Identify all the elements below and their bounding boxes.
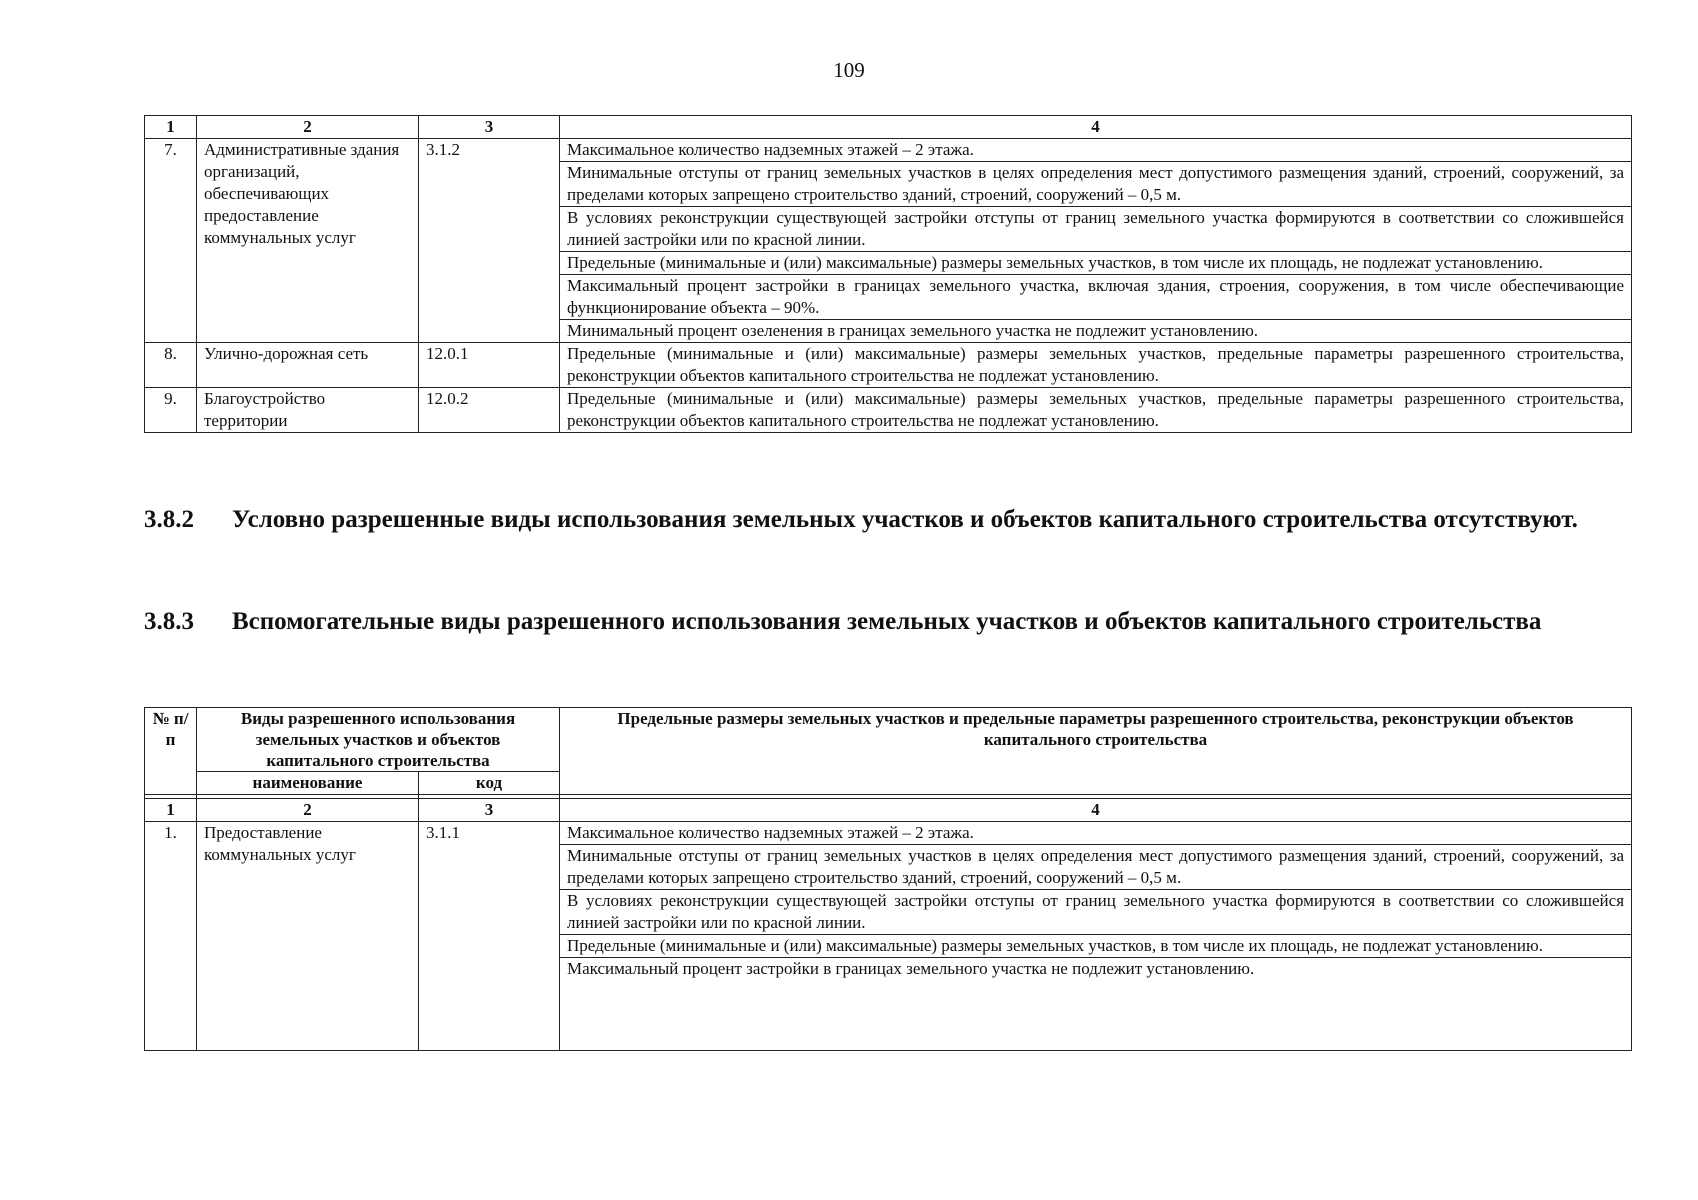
table-row [145, 343, 1632, 388]
column-number: 4 [560, 116, 1632, 139]
column-number: 3 [419, 799, 560, 822]
column-number-row [145, 799, 1632, 822]
header-number: № п/п [145, 708, 197, 795]
section-title: Вспомогательные виды разрешенного использования земельных участков и объектов капитального строительства [232, 608, 1542, 635]
section-title: Условно разрешенные виды использования земельных участков и объектов капитального строительства отсутствуют. [232, 506, 1578, 533]
use-name: Административные здания организаций, обеспечивающих предоставление коммунальных услуг [197, 139, 419, 343]
parameter-cell: Максимальное количество надземных этажей – 2 этажа. [560, 822, 1632, 845]
parameter-cell: Максимальное количество надземных этажей – 2 этажа. [560, 139, 1632, 162]
page-number: 109 [833, 58, 865, 82]
parameter-cell: Предельные (минимальные и (или) максимальные) размеры земельных участков, в том числе их площадь, не подлежат установлению. [560, 252, 1632, 275]
row-number: 9. [145, 388, 197, 433]
column-number: 2 [197, 799, 419, 822]
section-heading [144, 605, 1631, 638]
use-code: 12.0.2 [419, 388, 560, 433]
header-use-types: Виды разрешенного использования земельных участков и объектов капитального строительства [197, 708, 560, 772]
table-row [145, 388, 1632, 433]
parameter-cell: В условиях реконструкции существующей застройки отступы от границ земельного участка формируются в соответствии со сложившейся линией застройки или по красной линии. [560, 207, 1632, 252]
parameter-cell: В условиях реконструкции существующей застройки отступы от границ земельного участка формируются в соответствии со сложившейся линией застройки или по красной линии. [560, 890, 1632, 935]
parameter-cell: Максимальный процент застройки в границах земельного участка, включая здания, строения, сооружения, в том числе обеспечивающие функционирование объекта – 90%. [560, 275, 1632, 320]
parameter-cell: Предельные (минимальные и (или) максимальные) размеры земельных участков, предельные параметры разрешенного строительства, реконструкции объектов капитального строительства не подлежат установлению. [560, 343, 1632, 388]
column-number: 3 [419, 116, 560, 139]
parameter-cell: Предельные (минимальные и (или) максимальные) размеры земельных участков, предельные параметры разрешенного строительства, реконструкции объектов капитального строительства не подлежат установлению. [560, 388, 1632, 433]
use-name: Улично-дорожная сеть [197, 343, 419, 388]
table-header-row [145, 708, 1632, 772]
use-name: Благоустройство территории [197, 388, 419, 433]
use-code: 12.0.1 [419, 343, 560, 388]
auxiliary-uses-table [144, 707, 1632, 1051]
use-name: Предоставление коммунальных услуг [197, 822, 419, 1051]
header-parameters: Предельные размеры земельных участков и предельные параметры разрешенного строительства, реконструкции объектов капитального строительства [560, 708, 1632, 795]
parameter-cell: Минимальные отступы от границ земельных участков в целях определения мест допустимого размещения зданий, строений, сооружений, за пределами которых запрещено строительство зданий, строений, сооружений – 0,5 м. [560, 845, 1632, 890]
header-name: наименование [197, 772, 419, 795]
section-number: 3.8.2 [144, 506, 194, 533]
parameter-cell: Минимальный процент озеленения в границах земельного участка не подлежит установлению. [560, 320, 1632, 343]
parameter-cell: Максимальный процент застройки в границах земельного участка не подлежит установлению. [560, 958, 1632, 1051]
permitted-uses-table-continued [144, 115, 1632, 433]
column-number: 1 [145, 799, 197, 822]
section-heading [144, 503, 1631, 536]
row-number: 1. [145, 822, 197, 1051]
parameter-cell: Минимальные отступы от границ земельных участков в целях определения мест допустимого размещения зданий, строений, сооружений, за пределами которых запрещено строительство зданий, строений, сооружений – 0,5 м. [560, 162, 1632, 207]
table-row [145, 139, 1632, 162]
parameter-cell: Предельные (минимальные и (или) максимальные) размеры земельных участков, в том числе их площадь, не подлежат установлению. [560, 935, 1632, 958]
use-code: 3.1.1 [419, 822, 560, 1051]
use-code: 3.1.2 [419, 139, 560, 343]
table-row [145, 822, 1632, 845]
row-number: 8. [145, 343, 197, 388]
section-number: 3.8.3 [144, 608, 194, 635]
column-number: 2 [197, 116, 419, 139]
column-number: 1 [145, 116, 197, 139]
header-code: код [419, 772, 560, 795]
column-number: 4 [560, 799, 1632, 822]
row-number: 7. [145, 139, 197, 343]
column-number-row [145, 116, 1632, 139]
